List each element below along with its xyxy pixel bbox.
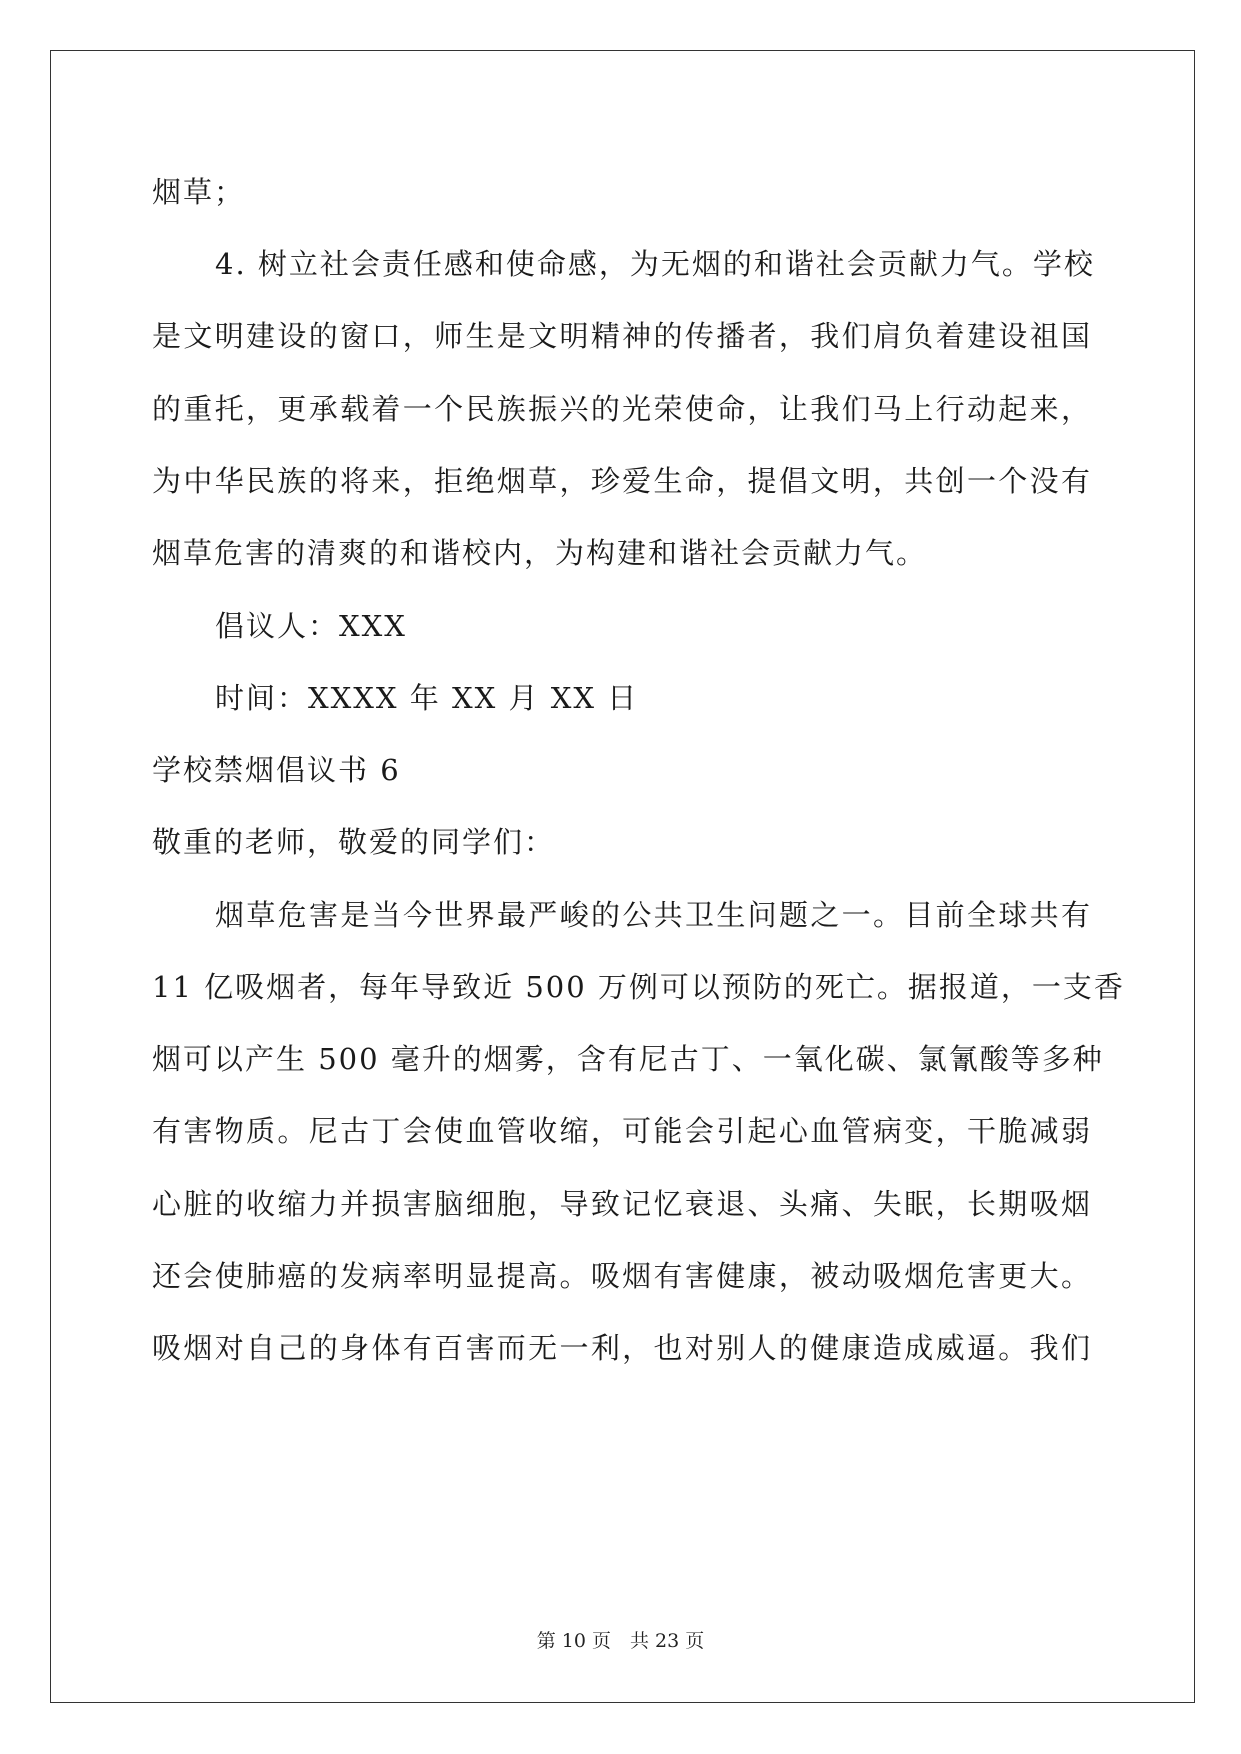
text-line-15: 心脏的收缩力并损害脑细胞，导致记忆衰退、头痛、失眠，长期吸烟 — [152, 1187, 1092, 1221]
text-line-11: 烟草危害是当今世界最严峻的公共卫生问题之一。目前全球共有 — [215, 898, 1092, 932]
text-line-1: 烟草； — [152, 175, 246, 209]
text-line-6: 烟草危害的清爽的和谐校内，为构建和谐社会贡献力气。 — [152, 536, 928, 570]
text-line-2: 4. 树立社会责任感和使命感，为无烟的和谐社会贡献力气。学校 — [215, 247, 1095, 281]
page-footer: 第 10 页 共 23 页 — [536, 1630, 705, 1652]
text-line-16: 还会使肺癌的发病率明显提高。吸烟有害健康，被动吸烟危害更大。 — [152, 1259, 1092, 1293]
text-line-3: 是文明建设的窗口，师生是文明精神的传播者，我们肩负着建设祖国 — [152, 319, 1092, 353]
proposer-line: 倡议人：XXX — [215, 609, 407, 643]
page-border — [50, 50, 1195, 1703]
salutation-line: 敬重的老师，敬爱的同学们： — [152, 825, 556, 859]
date-line: 时间：XXXX 年 XX 月 XX 日 — [215, 681, 639, 715]
text-line-4: 的重托，更承载着一个民族振兴的光荣使命，让我们马上行动起来， — [152, 392, 1092, 426]
text-line-14: 有害物质。尼古丁会使血管收缩，可能会引起心血管病变，干脆减弱 — [152, 1114, 1092, 1148]
text-line-5: 为中华民族的将来，拒绝烟草，珍爱生命，提倡文明，共创一个没有 — [152, 464, 1092, 498]
text-line-17: 吸烟对自己的身体有百害而无一利，也对别人的健康造成威逼。我们 — [152, 1331, 1092, 1365]
text-line-13: 烟可以产生 500 毫升的烟雾，含有尼古丁、一氧化碳、氯氰酸等多种 — [152, 1042, 1104, 1076]
text-line-12: 11 亿吸烟者，每年导致近 500 万例可以预防的死亡。据报道，一支香 — [152, 970, 1125, 1004]
section-title: 学校禁烟倡议书 6 — [152, 753, 401, 787]
